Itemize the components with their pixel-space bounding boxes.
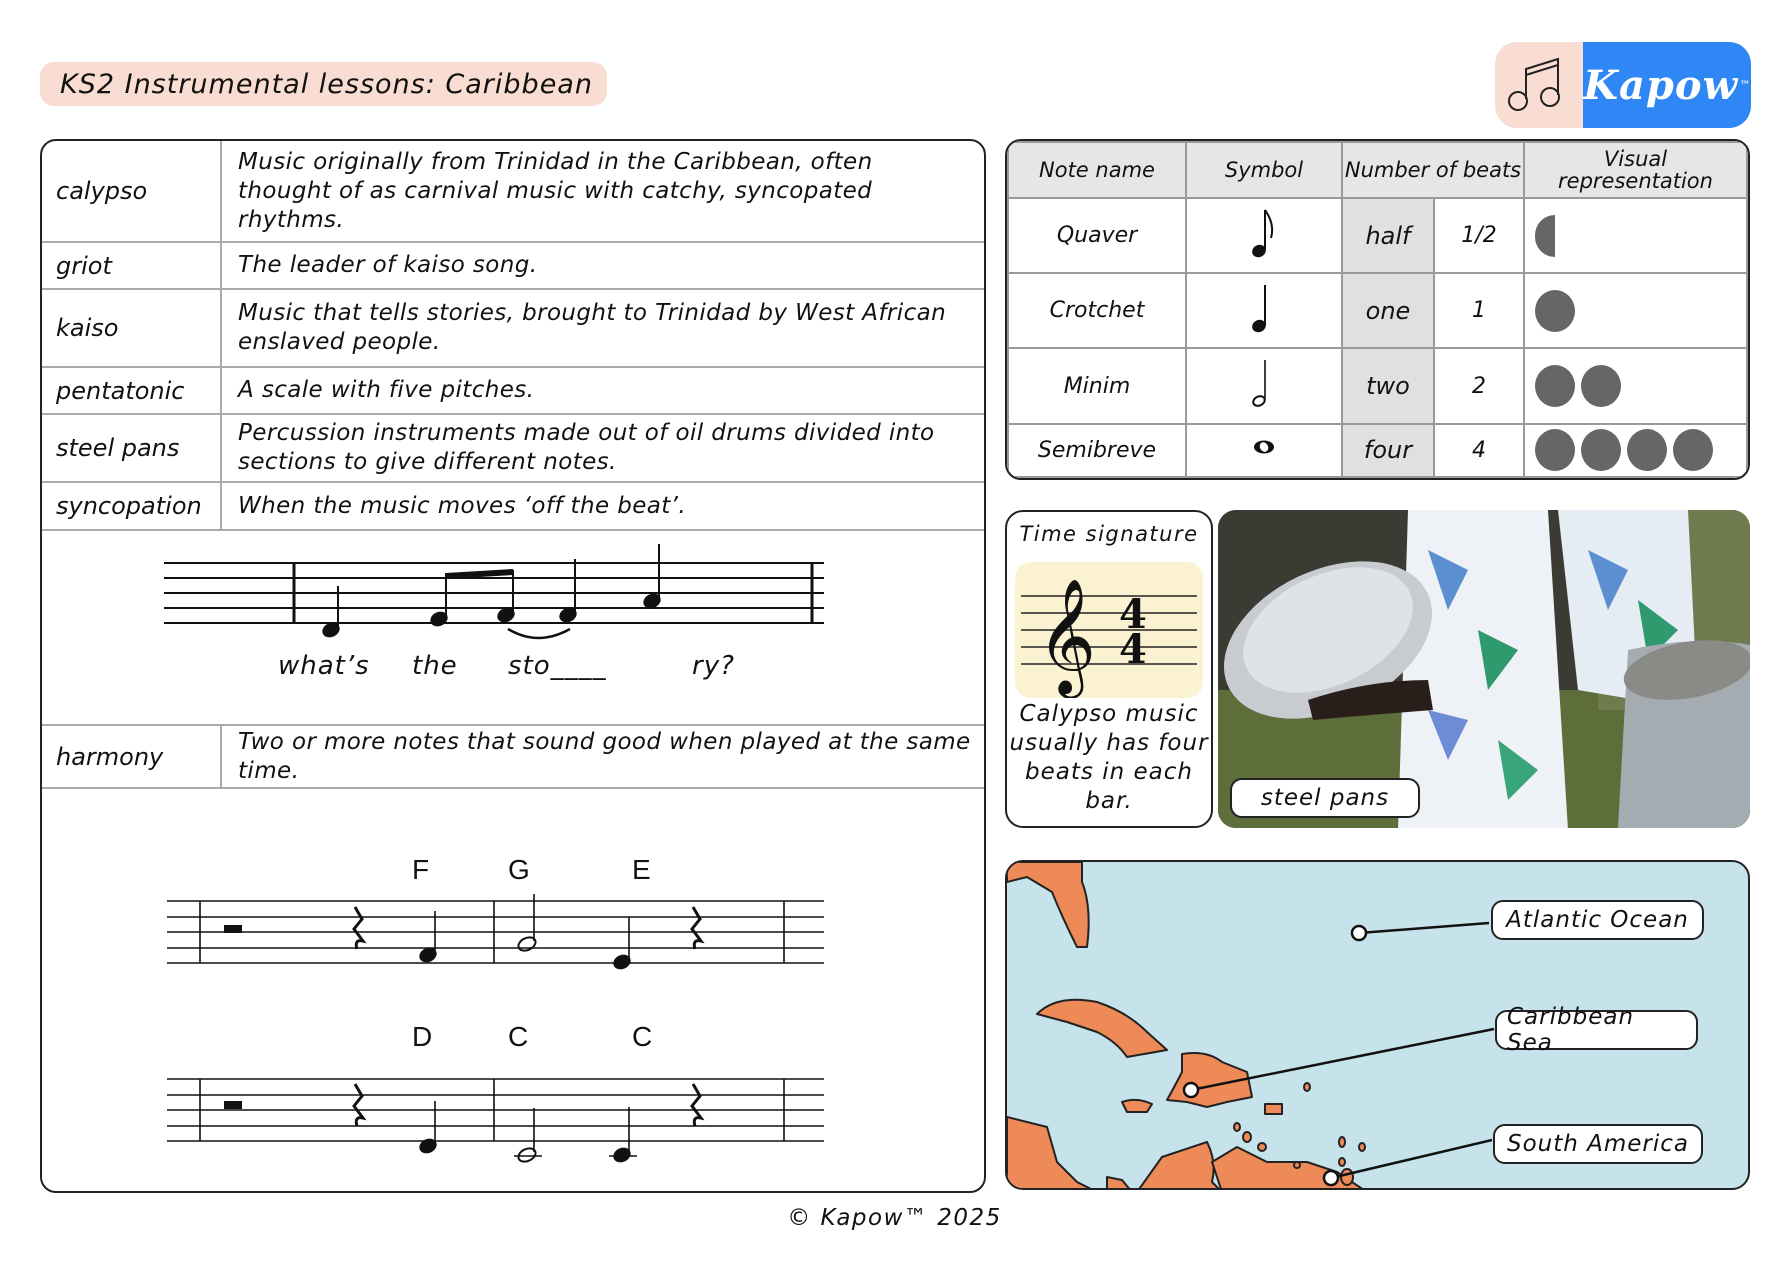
table-row [1008,273,1747,348]
logo-text: Kapow [1583,61,1738,109]
note-name: Semibreve [1008,424,1186,477]
vocab-term: griot [42,243,222,288]
beat-dot-icon [1581,365,1621,407]
chord-label: E [632,854,651,885]
map-label-atlantic-ocean: Atlantic Ocean [1491,900,1704,940]
vocab-row-kaiso [42,290,984,368]
lyric-word: the [412,651,458,681]
caribbean-map [1005,860,1750,1190]
beats-number: 1 [1434,273,1524,348]
page-title [40,62,607,106]
beat-dot-icon [1535,429,1575,471]
kapow-logo [1495,42,1751,128]
beat-dot-icon [1535,365,1575,407]
visual-representation [1524,198,1747,273]
syncopation-notation [42,531,984,724]
photo-caption: steel pans [1230,778,1420,818]
vocab-term: calypso [42,141,222,241]
logo-tm: ™ [1740,79,1751,91]
beats-word: one [1342,273,1434,348]
vocab-row-harmony [42,724,984,789]
time-signature-card [1005,510,1213,828]
harmony-staff-icon [42,789,986,1193]
steel-pans-photo [1218,510,1750,828]
note-name: Crotchet [1008,273,1186,348]
rhythm-staff-icon [42,531,986,724]
vocab-term: steel pans [42,415,222,481]
time-signature-description: Calypso music usually has four beats in each bar. [1009,701,1209,814]
beats-number: 2 [1434,348,1524,423]
beat-dot-icon [1627,429,1667,471]
beat-dot-icon [1673,429,1713,471]
header-note-name: Note name [1008,142,1186,198]
vocab-row-griot [42,243,984,290]
chord-label: D [412,1021,433,1052]
beat-dot-icon [1535,290,1575,332]
note-values-table [1005,139,1750,480]
kapow-wordmark [1583,42,1751,128]
map-label-south-america: South America [1493,1124,1703,1164]
chord-label: G [508,854,530,885]
header-symbol: Symbol [1186,142,1342,198]
vocab-term: pentatonic [42,368,222,413]
beats-number: 4 [1434,424,1524,477]
map-label-caribbean-sea: Caribbean Sea [1495,1010,1698,1050]
vocab-definition: Percussion instruments made out of oil drums divided into sections to give different notes. [238,420,935,475]
svg-text:4: 4 [1119,626,1147,673]
vocab-term: syncopation [42,483,222,529]
quaver-icon [1186,198,1342,273]
vocab-definition: A scale with five pitches. [238,377,535,403]
page-title-text: KS2 Instrumental lessons: Caribbean [60,68,593,100]
vocab-definition: Music that tells stories, brought to Trinidad by West African enslaved people. [238,300,947,355]
table-row [1008,424,1747,477]
table-row [1008,348,1747,423]
vocabulary-panel [40,139,986,1193]
half-beat-dot-icon [1535,215,1555,257]
note-name: Quaver [1008,198,1186,273]
beats-word: four [1342,424,1434,477]
table-row [1008,198,1747,273]
chord-label: C [632,1021,653,1052]
header-visual-representation: Visual representation [1524,142,1747,198]
note-name: Minim [1008,348,1186,423]
lyric-word: what’s [278,651,370,681]
visual-representation [1524,348,1747,423]
treble-clef-icon [1015,562,1203,698]
visual-representation [1524,424,1747,477]
chord-label: F [412,854,430,885]
music-notes-icon [1495,42,1583,128]
time-signature-staff [1015,562,1203,698]
beats-word: two [1342,348,1434,423]
beats-number: 1/2 [1434,198,1524,273]
vocab-definition: When the music moves ‘off the beat’. [238,492,687,519]
vocab-row-calypso [42,141,984,243]
beats-word: half [1342,198,1434,273]
vocab-definition: Music originally from Trinidad in the Caribbean, often thought of as carnival music with catchy, syncopated rhythms. [238,148,873,233]
minim-icon [1186,348,1342,423]
header-number-of-beats: Number of beats [1342,142,1524,198]
svg-text:4: 4 [1119,591,1147,638]
table-header-row [1008,142,1747,198]
lyric-word: sto____ [508,651,607,681]
harmony-notation [42,789,984,1193]
vocab-definition: The leader of kaiso song. [238,252,538,278]
vocab-definition: Two or more notes that sound good when played at the same time. [238,728,971,784]
vocab-term: kaiso [42,290,222,366]
semibreve-icon [1186,424,1342,477]
vocab-row-syncopation [42,483,984,531]
beat-dot-icon [1581,429,1621,471]
crotchet-icon [1186,273,1342,348]
chord-label: C [508,1021,529,1052]
vocab-row-pentatonic [42,368,984,415]
vocab-row-steel-pans [42,415,984,483]
time-signature-title: Time signature [1019,522,1199,546]
copyright-footer: © Kapow™ 2025 [787,1205,1002,1231]
visual-representation [1524,273,1747,348]
svg-text:𝄞: 𝄞 [1037,577,1097,694]
vocab-term: harmony [42,726,222,787]
lyric-word: ry? [692,651,735,681]
